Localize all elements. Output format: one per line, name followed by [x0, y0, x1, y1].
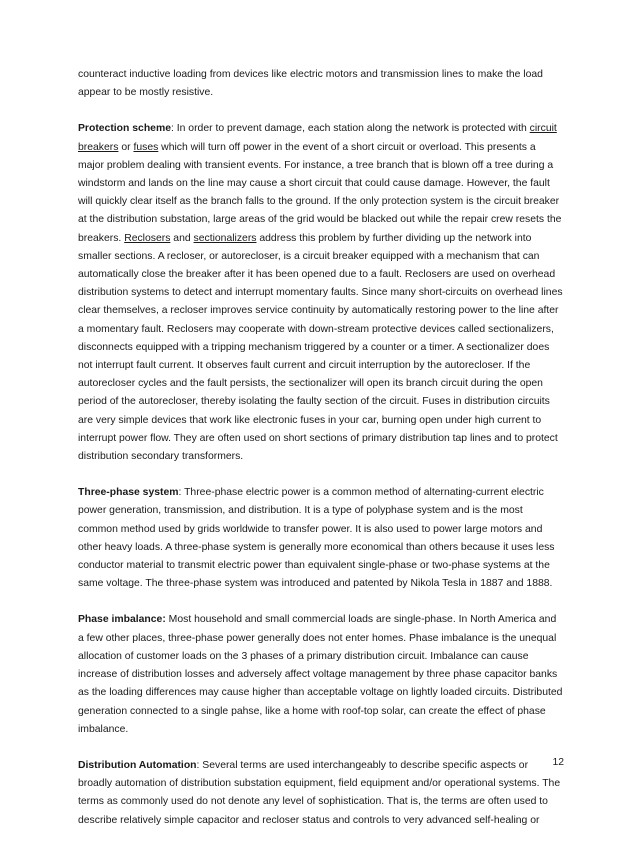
- circuit-breakers-link[interactable]: circuit breakers: [78, 123, 557, 153]
- paragraph-three-phase-system: [78, 484, 564, 593]
- page-content: [78, 66, 564, 848]
- fuses-link[interactable]: fuses: [133, 141, 159, 153]
- paragraph-text: : Three-phase electric power is a common method of alternating-current electric power generation, transmission, and distribution. It is a type of polyphase system and is the most common method used by grids worldwide to transfer power. It is also used to power large motors and other heavy loads. A three-phase system is generally more economical than others because it uses less conductor material to transmit electric power than equivalent single-phase or two-phase systems at the same voltage. The three-phase system was introduced and patented by Nikola Tesla in 1887 and 1888.: [78, 487, 555, 590]
- page-number: 12: [552, 757, 564, 768]
- paragraph-text: and: [170, 232, 194, 244]
- paragraph-text: which will turn off power in the event of a short circuit or overload. This presents a major problem dealing with transient events. For instance, a tree branch that is blown off a tree during a windstorm and lands on the line may cause a short circuit that could cause damage. However, the fault will quickly clear itself as the branch falls to the ground. If the only protection system is the circuit breaker at the distribution substation, large areas of the grid would be blacked out while the repair crew resets the breakers.: [78, 141, 562, 244]
- paragraph-phase-imbalance: [78, 611, 564, 738]
- paragraph-text: or: [118, 141, 134, 153]
- term-heading: Three-phase system: [78, 487, 179, 499]
- paragraph-text: : In order to prevent damage, each station along the network is protected with: [170, 123, 530, 135]
- paragraph-text: Most household and small commercial loads are single-phase. In North America and a few other places, three-phase power generally does not enter homes. Phase imbalance is the unequal allocation of customer loads on the 3 phases of a primary distribution circuit. Imbalance can cause increase of distribution losses and adversely affect voltage management by three phase capacitor banks as the loading differences may cause higher than acceptable voltage on lightly loaded circuits. Distributed generation connected to a single pahse, like a home with roof-top solar, can create the effect of phase imbalance.: [78, 614, 563, 735]
- paragraph-distribution-automation: [78, 757, 564, 830]
- term-heading: Protection scheme: [78, 123, 171, 135]
- term-heading: Distribution Automation: [78, 759, 197, 771]
- paragraph-text: counteract inductive loading from devices like electric motors and transmission lines to make the load appear to be mostly resistive.: [78, 69, 543, 99]
- paragraph-continuation: [78, 66, 564, 102]
- paragraph-text: address this problem by further dividing up the network into smaller sections. A recloser, or autorecloser, is a circuit breaker equipped with a mechanism that can automatically close the breaker after it has been opened due to a fault. Reclosers are used on overhead distribution systems to detect and interrupt momentary faults. Since many short-circuits on overhead lines clear themselves, a recloser improves service continuity by automatically restoring power to the line after a momentary fault. Reclosers may cooperate with down-stream protective devices called sectionalizers, disconnects equipped with a tripping mechanism triggered by a counter or a timer. A sectionalizer does not interrupt fault current. It observes fault current and circuit interruption by the autorecloser. If the autorecloser cycles and the fault persists, the sectionalizer will open its branch circuit during the open period of the autorecloser, thereby isolating the faulty section of the circuit. Fuses in distribution circuits are very simple devices that work like electronic fuses in your car, burning open under high current to interrupt power flow. They are often used on short sections of primary distribution tap lines and to protect distribution secondary transformers.: [78, 232, 563, 463]
- paragraph-protection-scheme: [78, 120, 564, 466]
- term-heading: Phase imbalance:: [78, 614, 166, 626]
- paragraph-text: : Several terms are used interchangeably to describe specific aspects or broadly automation of distribution substation equipment, field equipment and/or operational systems. The terms as commonly used do not denote any level of sophistication. That is, the terms are often used to describe relatively simple capacitor and recloser status and controls to very advanced self-healing or: [78, 759, 561, 826]
- reclosers-link[interactable]: Reclosers: [124, 232, 171, 244]
- sectionalizers-link[interactable]: sectionalizers: [193, 232, 257, 244]
